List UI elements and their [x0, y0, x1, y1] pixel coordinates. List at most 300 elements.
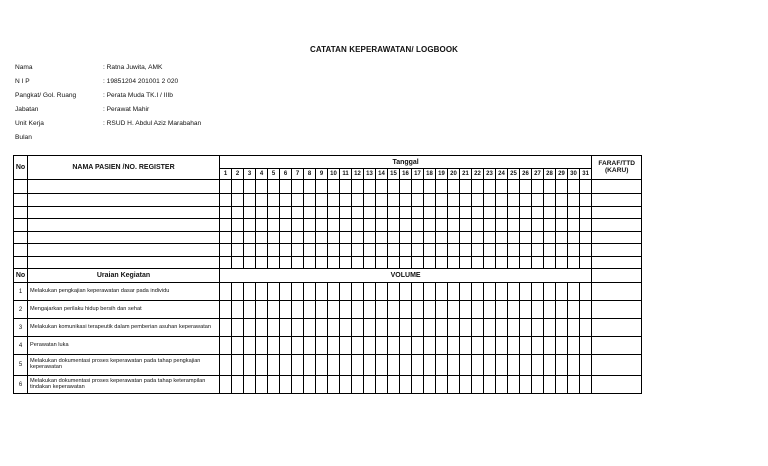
day-cell[interactable]: [280, 180, 292, 194]
volume-cell[interactable]: [280, 337, 292, 355]
volume-cell[interactable]: [364, 319, 376, 337]
day-cell[interactable]: [328, 194, 340, 207]
volume-cell[interactable]: [568, 355, 580, 376]
volume-cell[interactable]: [568, 376, 580, 394]
day-cell[interactable]: [448, 206, 460, 219]
volume-cell[interactable]: [484, 337, 496, 355]
volume-cell[interactable]: [280, 355, 292, 376]
day-cell[interactable]: [244, 194, 256, 207]
day-cell[interactable]: [496, 256, 508, 269]
faraf-cell[interactable]: [592, 355, 642, 376]
volume-cell[interactable]: [424, 337, 436, 355]
volume-cell[interactable]: [304, 283, 316, 301]
volume-cell[interactable]: [412, 283, 424, 301]
day-cell[interactable]: [328, 180, 340, 194]
volume-cell[interactable]: [472, 376, 484, 394]
day-cell[interactable]: [340, 244, 352, 257]
volume-cell[interactable]: [544, 301, 556, 319]
volume-cell[interactable]: [508, 337, 520, 355]
volume-cell[interactable]: [304, 301, 316, 319]
day-cell[interactable]: [268, 244, 280, 257]
faraf-cell[interactable]: [592, 206, 642, 219]
day-cell[interactable]: [400, 180, 412, 194]
volume-cell[interactable]: [244, 319, 256, 337]
day-cell[interactable]: [244, 244, 256, 257]
day-cell[interactable]: [424, 256, 436, 269]
volume-cell[interactable]: [220, 355, 232, 376]
volume-cell[interactable]: [460, 319, 472, 337]
volume-cell[interactable]: [268, 355, 280, 376]
volume-cell[interactable]: [316, 355, 328, 376]
day-cell[interactable]: [328, 231, 340, 244]
volume-cell[interactable]: [436, 376, 448, 394]
volume-cell[interactable]: [340, 337, 352, 355]
day-cell[interactable]: [460, 206, 472, 219]
volume-cell[interactable]: [436, 355, 448, 376]
volume-cell[interactable]: [280, 301, 292, 319]
volume-cell[interactable]: [364, 301, 376, 319]
day-cell[interactable]: [304, 244, 316, 257]
day-cell[interactable]: [424, 231, 436, 244]
day-cell[interactable]: [256, 231, 268, 244]
volume-cell[interactable]: [424, 376, 436, 394]
day-cell[interactable]: [436, 256, 448, 269]
day-cell[interactable]: [508, 206, 520, 219]
volume-cell[interactable]: [412, 337, 424, 355]
volume-cell[interactable]: [232, 355, 244, 376]
volume-cell[interactable]: [256, 376, 268, 394]
day-cell[interactable]: [520, 231, 532, 244]
day-cell[interactable]: [496, 180, 508, 194]
day-cell[interactable]: [460, 256, 472, 269]
volume-cell[interactable]: [532, 376, 544, 394]
volume-cell[interactable]: [352, 355, 364, 376]
volume-cell[interactable]: [280, 283, 292, 301]
volume-cell[interactable]: [532, 355, 544, 376]
day-cell[interactable]: [412, 180, 424, 194]
day-cell[interactable]: [496, 244, 508, 257]
volume-cell[interactable]: [508, 283, 520, 301]
day-cell[interactable]: [364, 219, 376, 232]
day-cell[interactable]: [364, 206, 376, 219]
faraf-cell[interactable]: [592, 283, 642, 301]
volume-cell[interactable]: [400, 376, 412, 394]
faraf-cell[interactable]: [592, 319, 642, 337]
volume-cell[interactable]: [472, 283, 484, 301]
volume-cell[interactable]: [304, 376, 316, 394]
day-cell[interactable]: [532, 244, 544, 257]
volume-cell[interactable]: [568, 337, 580, 355]
day-cell[interactable]: [388, 194, 400, 207]
day-cell[interactable]: [244, 231, 256, 244]
day-cell[interactable]: [292, 206, 304, 219]
volume-cell[interactable]: [436, 301, 448, 319]
faraf-cell[interactable]: [592, 180, 642, 194]
volume-cell[interactable]: [256, 355, 268, 376]
volume-cell[interactable]: [280, 376, 292, 394]
volume-cell[interactable]: [256, 319, 268, 337]
day-cell[interactable]: [508, 180, 520, 194]
day-cell[interactable]: [436, 231, 448, 244]
day-cell[interactable]: [412, 244, 424, 257]
volume-cell[interactable]: [424, 319, 436, 337]
volume-cell[interactable]: [244, 283, 256, 301]
day-cell[interactable]: [436, 194, 448, 207]
volume-cell[interactable]: [544, 283, 556, 301]
volume-cell[interactable]: [220, 283, 232, 301]
day-cell[interactable]: [532, 180, 544, 194]
day-cell[interactable]: [268, 180, 280, 194]
day-cell[interactable]: [568, 219, 580, 232]
volume-cell[interactable]: [580, 355, 592, 376]
day-cell[interactable]: [232, 231, 244, 244]
volume-cell[interactable]: [340, 355, 352, 376]
volume-cell[interactable]: [400, 337, 412, 355]
day-cell[interactable]: [544, 194, 556, 207]
volume-cell[interactable]: [232, 337, 244, 355]
volume-cell[interactable]: [448, 337, 460, 355]
day-cell[interactable]: [256, 206, 268, 219]
day-cell[interactable]: [484, 194, 496, 207]
day-cell[interactable]: [352, 194, 364, 207]
day-cell[interactable]: [568, 231, 580, 244]
volume-cell[interactable]: [484, 283, 496, 301]
volume-cell[interactable]: [520, 301, 532, 319]
volume-cell[interactable]: [472, 301, 484, 319]
day-cell[interactable]: [220, 256, 232, 269]
volume-cell[interactable]: [220, 376, 232, 394]
day-cell[interactable]: [472, 194, 484, 207]
volume-cell[interactable]: [436, 319, 448, 337]
day-cell[interactable]: [316, 244, 328, 257]
volume-cell[interactable]: [448, 283, 460, 301]
day-cell[interactable]: [520, 180, 532, 194]
volume-cell[interactable]: [328, 283, 340, 301]
volume-cell[interactable]: [448, 355, 460, 376]
day-cell[interactable]: [436, 206, 448, 219]
volume-cell[interactable]: [328, 319, 340, 337]
volume-cell[interactable]: [292, 355, 304, 376]
day-cell[interactable]: [304, 231, 316, 244]
volume-cell[interactable]: [388, 376, 400, 394]
day-cell[interactable]: [484, 256, 496, 269]
volume-cell[interactable]: [340, 283, 352, 301]
day-cell[interactable]: [556, 206, 568, 219]
day-cell[interactable]: [400, 231, 412, 244]
volume-cell[interactable]: [424, 355, 436, 376]
day-cell[interactable]: [364, 256, 376, 269]
day-cell[interactable]: [220, 231, 232, 244]
volume-cell[interactable]: [520, 283, 532, 301]
day-cell[interactable]: [400, 206, 412, 219]
day-cell[interactable]: [280, 206, 292, 219]
day-cell[interactable]: [556, 231, 568, 244]
day-cell[interactable]: [244, 180, 256, 194]
volume-cell[interactable]: [484, 355, 496, 376]
volume-cell[interactable]: [256, 301, 268, 319]
day-cell[interactable]: [328, 206, 340, 219]
faraf-cell[interactable]: [592, 231, 642, 244]
day-cell[interactable]: [352, 180, 364, 194]
day-cell[interactable]: [556, 219, 568, 232]
day-cell[interactable]: [376, 244, 388, 257]
volume-cell[interactable]: [556, 319, 568, 337]
patient-no-cell[interactable]: [14, 206, 28, 219]
volume-cell[interactable]: [460, 355, 472, 376]
day-cell[interactable]: [256, 244, 268, 257]
volume-cell[interactable]: [544, 376, 556, 394]
volume-cell[interactable]: [544, 355, 556, 376]
volume-cell[interactable]: [232, 376, 244, 394]
day-cell[interactable]: [304, 219, 316, 232]
volume-cell[interactable]: [220, 319, 232, 337]
volume-cell[interactable]: [376, 301, 388, 319]
patient-name-cell[interactable]: [28, 194, 220, 207]
volume-cell[interactable]: [496, 301, 508, 319]
day-cell[interactable]: [220, 194, 232, 207]
day-cell[interactable]: [532, 231, 544, 244]
day-cell[interactable]: [544, 256, 556, 269]
day-cell[interactable]: [472, 231, 484, 244]
day-cell[interactable]: [460, 231, 472, 244]
day-cell[interactable]: [436, 180, 448, 194]
volume-cell[interactable]: [532, 283, 544, 301]
volume-cell[interactable]: [448, 319, 460, 337]
day-cell[interactable]: [232, 194, 244, 207]
day-cell[interactable]: [232, 256, 244, 269]
volume-cell[interactable]: [256, 337, 268, 355]
day-cell[interactable]: [484, 180, 496, 194]
day-cell[interactable]: [340, 194, 352, 207]
day-cell[interactable]: [472, 256, 484, 269]
day-cell[interactable]: [460, 219, 472, 232]
volume-cell[interactable]: [328, 337, 340, 355]
volume-cell[interactable]: [580, 319, 592, 337]
day-cell[interactable]: [544, 206, 556, 219]
volume-cell[interactable]: [448, 376, 460, 394]
volume-cell[interactable]: [304, 319, 316, 337]
day-cell[interactable]: [256, 194, 268, 207]
volume-cell[interactable]: [496, 283, 508, 301]
volume-cell[interactable]: [520, 376, 532, 394]
volume-cell[interactable]: [316, 319, 328, 337]
day-cell[interactable]: [484, 206, 496, 219]
day-cell[interactable]: [472, 244, 484, 257]
day-cell[interactable]: [424, 219, 436, 232]
volume-cell[interactable]: [508, 376, 520, 394]
day-cell[interactable]: [400, 256, 412, 269]
day-cell[interactable]: [232, 206, 244, 219]
day-cell[interactable]: [352, 219, 364, 232]
day-cell[interactable]: [544, 244, 556, 257]
volume-cell[interactable]: [292, 319, 304, 337]
day-cell[interactable]: [256, 219, 268, 232]
day-cell[interactable]: [388, 219, 400, 232]
volume-cell[interactable]: [556, 283, 568, 301]
day-cell[interactable]: [400, 244, 412, 257]
patient-no-cell[interactable]: [14, 256, 28, 269]
day-cell[interactable]: [340, 256, 352, 269]
day-cell[interactable]: [280, 219, 292, 232]
day-cell[interactable]: [280, 231, 292, 244]
day-cell[interactable]: [412, 194, 424, 207]
day-cell[interactable]: [244, 206, 256, 219]
day-cell[interactable]: [304, 180, 316, 194]
day-cell[interactable]: [340, 206, 352, 219]
day-cell[interactable]: [532, 256, 544, 269]
day-cell[interactable]: [484, 219, 496, 232]
day-cell[interactable]: [352, 206, 364, 219]
day-cell[interactable]: [220, 219, 232, 232]
day-cell[interactable]: [424, 180, 436, 194]
volume-cell[interactable]: [340, 301, 352, 319]
day-cell[interactable]: [436, 244, 448, 257]
day-cell[interactable]: [508, 256, 520, 269]
volume-cell[interactable]: [484, 319, 496, 337]
day-cell[interactable]: [388, 180, 400, 194]
patient-name-cell[interactable]: [28, 180, 220, 194]
day-cell[interactable]: [388, 206, 400, 219]
day-cell[interactable]: [364, 180, 376, 194]
volume-cell[interactable]: [424, 301, 436, 319]
day-cell[interactable]: [448, 180, 460, 194]
volume-cell[interactable]: [292, 337, 304, 355]
volume-cell[interactable]: [268, 301, 280, 319]
day-cell[interactable]: [532, 219, 544, 232]
volume-cell[interactable]: [520, 337, 532, 355]
volume-cell[interactable]: [460, 301, 472, 319]
day-cell[interactable]: [448, 244, 460, 257]
day-cell[interactable]: [508, 219, 520, 232]
day-cell[interactable]: [232, 219, 244, 232]
day-cell[interactable]: [376, 219, 388, 232]
patient-no-cell[interactable]: [14, 194, 28, 207]
day-cell[interactable]: [268, 194, 280, 207]
patient-name-cell[interactable]: [28, 231, 220, 244]
volume-cell[interactable]: [244, 337, 256, 355]
volume-cell[interactable]: [292, 283, 304, 301]
volume-cell[interactable]: [376, 337, 388, 355]
day-cell[interactable]: [256, 256, 268, 269]
volume-cell[interactable]: [580, 376, 592, 394]
day-cell[interactable]: [292, 256, 304, 269]
faraf-cell[interactable]: [592, 376, 642, 394]
day-cell[interactable]: [364, 244, 376, 257]
day-cell[interactable]: [232, 244, 244, 257]
day-cell[interactable]: [532, 194, 544, 207]
day-cell[interactable]: [448, 219, 460, 232]
volume-cell[interactable]: [400, 301, 412, 319]
volume-cell[interactable]: [352, 376, 364, 394]
day-cell[interactable]: [460, 194, 472, 207]
volume-cell[interactable]: [232, 283, 244, 301]
day-cell[interactable]: [580, 180, 592, 194]
day-cell[interactable]: [580, 206, 592, 219]
day-cell[interactable]: [448, 231, 460, 244]
day-cell[interactable]: [316, 219, 328, 232]
day-cell[interactable]: [472, 180, 484, 194]
volume-cell[interactable]: [292, 301, 304, 319]
day-cell[interactable]: [520, 244, 532, 257]
day-cell[interactable]: [496, 206, 508, 219]
volume-cell[interactable]: [376, 283, 388, 301]
day-cell[interactable]: [316, 206, 328, 219]
volume-cell[interactable]: [376, 376, 388, 394]
day-cell[interactable]: [304, 206, 316, 219]
day-cell[interactable]: [496, 219, 508, 232]
volume-cell[interactable]: [328, 376, 340, 394]
day-cell[interactable]: [400, 194, 412, 207]
volume-cell[interactable]: [388, 319, 400, 337]
day-cell[interactable]: [328, 219, 340, 232]
day-cell[interactable]: [556, 256, 568, 269]
day-cell[interactable]: [376, 180, 388, 194]
volume-cell[interactable]: [544, 337, 556, 355]
patient-name-cell[interactable]: [28, 206, 220, 219]
day-cell[interactable]: [364, 194, 376, 207]
volume-cell[interactable]: [448, 301, 460, 319]
volume-cell[interactable]: [400, 283, 412, 301]
day-cell[interactable]: [412, 256, 424, 269]
day-cell[interactable]: [412, 231, 424, 244]
volume-cell[interactable]: [364, 376, 376, 394]
day-cell[interactable]: [220, 206, 232, 219]
volume-cell[interactable]: [556, 376, 568, 394]
faraf-cell[interactable]: [592, 256, 642, 269]
day-cell[interactable]: [436, 219, 448, 232]
day-cell[interactable]: [340, 219, 352, 232]
day-cell[interactable]: [304, 194, 316, 207]
faraf-cell[interactable]: [592, 194, 642, 207]
patient-name-cell[interactable]: [28, 256, 220, 269]
volume-cell[interactable]: [436, 337, 448, 355]
volume-cell[interactable]: [508, 319, 520, 337]
volume-cell[interactable]: [580, 301, 592, 319]
day-cell[interactable]: [556, 194, 568, 207]
volume-cell[interactable]: [484, 301, 496, 319]
day-cell[interactable]: [544, 231, 556, 244]
day-cell[interactable]: [292, 194, 304, 207]
volume-cell[interactable]: [544, 319, 556, 337]
day-cell[interactable]: [292, 219, 304, 232]
volume-cell[interactable]: [508, 301, 520, 319]
day-cell[interactable]: [220, 180, 232, 194]
volume-cell[interactable]: [532, 301, 544, 319]
volume-cell[interactable]: [340, 376, 352, 394]
volume-cell[interactable]: [352, 301, 364, 319]
volume-cell[interactable]: [244, 376, 256, 394]
day-cell[interactable]: [220, 244, 232, 257]
day-cell[interactable]: [316, 256, 328, 269]
volume-cell[interactable]: [568, 319, 580, 337]
day-cell[interactable]: [268, 219, 280, 232]
volume-cell[interactable]: [340, 319, 352, 337]
faraf-cell[interactable]: [592, 219, 642, 232]
day-cell[interactable]: [544, 219, 556, 232]
day-cell[interactable]: [520, 206, 532, 219]
volume-cell[interactable]: [304, 337, 316, 355]
day-cell[interactable]: [424, 194, 436, 207]
volume-cell[interactable]: [460, 337, 472, 355]
day-cell[interactable]: [388, 244, 400, 257]
volume-cell[interactable]: [364, 283, 376, 301]
volume-cell[interactable]: [268, 283, 280, 301]
day-cell[interactable]: [268, 256, 280, 269]
volume-cell[interactable]: [508, 355, 520, 376]
volume-cell[interactable]: [580, 337, 592, 355]
day-cell[interactable]: [424, 206, 436, 219]
volume-cell[interactable]: [244, 301, 256, 319]
